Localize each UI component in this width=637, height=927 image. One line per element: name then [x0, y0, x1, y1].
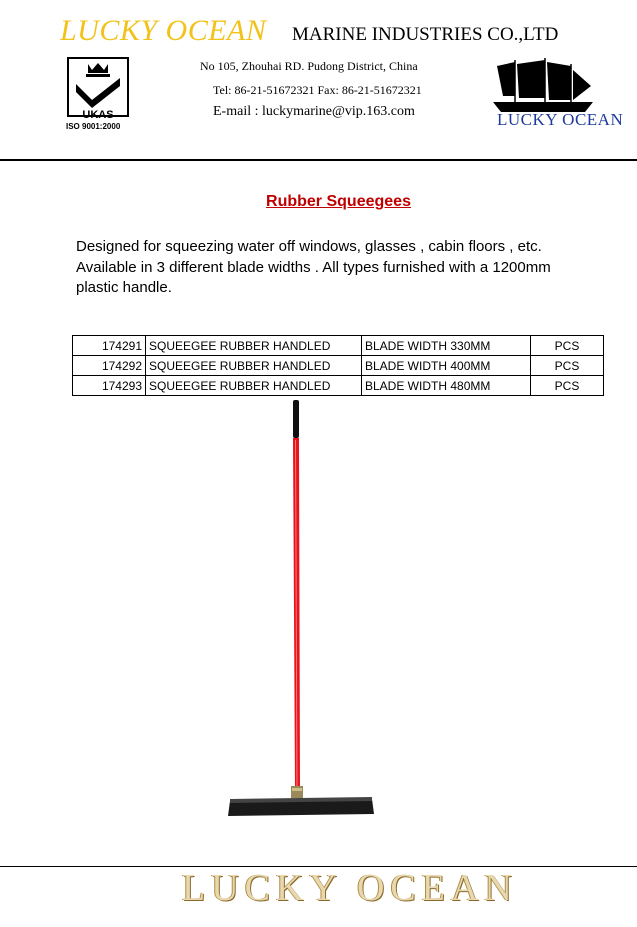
footer-logo: LUCKY OCEAN: [182, 867, 518, 909]
item-unit: PCS: [531, 376, 604, 396]
company-name: MARINE INDUSTRIES CO.,LTD: [292, 24, 559, 45]
table-row: [73, 376, 604, 396]
company-telfax: Tel: 86-21-51672321 Fax: 86-21-51672321: [213, 83, 422, 97]
item-blade-width: BLADE WIDTH 480MM: [362, 376, 531, 396]
handle-bracket: [291, 786, 303, 798]
brand-name: LUCKY OCEAN: [60, 14, 267, 47]
item-code: 174292: [73, 356, 146, 376]
table-row: [73, 356, 604, 376]
item-description: SQUEEGEE RUBBER HANDLED: [146, 376, 362, 396]
header-divider: [0, 159, 637, 161]
item-code: 174291: [73, 336, 146, 356]
ukas-label: UKAS: [82, 109, 114, 121]
product-description: [76, 237, 596, 299]
iso-standard: ISO 9001:2000: [66, 122, 121, 131]
company-email: E-mail : luckymarine@vip.163.com: [213, 104, 415, 119]
description-line: Available in 3 different blade widths . All types furnished with a 1200mm: [76, 258, 551, 276]
squeegee-product-image: [222, 398, 392, 822]
description-line: plastic handle.: [76, 279, 172, 296]
item-unit: PCS: [531, 336, 604, 356]
table-row: [73, 336, 604, 356]
handle-grip: [293, 400, 299, 438]
description-line: Designed for squeezing water off windows, glasses , cabin floors , etc.: [76, 238, 542, 255]
logo-text: LUCKY OCEAN: [497, 110, 624, 129]
item-code: 174293: [73, 376, 146, 396]
page-title: Rubber Squeegees: [266, 193, 411, 210]
item-unit: PCS: [531, 356, 604, 376]
item-description: SQUEEGEE RUBBER HANDLED: [146, 356, 362, 376]
item-blade-width: BLADE WIDTH 400MM: [362, 356, 531, 376]
item-blade-width: BLADE WIDTH 330MM: [362, 336, 531, 356]
item-description: SQUEEGEE RUBBER HANDLED: [146, 336, 362, 356]
company-address: No 105, Zhouhai RD. Pudong District, China: [200, 59, 418, 73]
product-table: [72, 335, 604, 396]
